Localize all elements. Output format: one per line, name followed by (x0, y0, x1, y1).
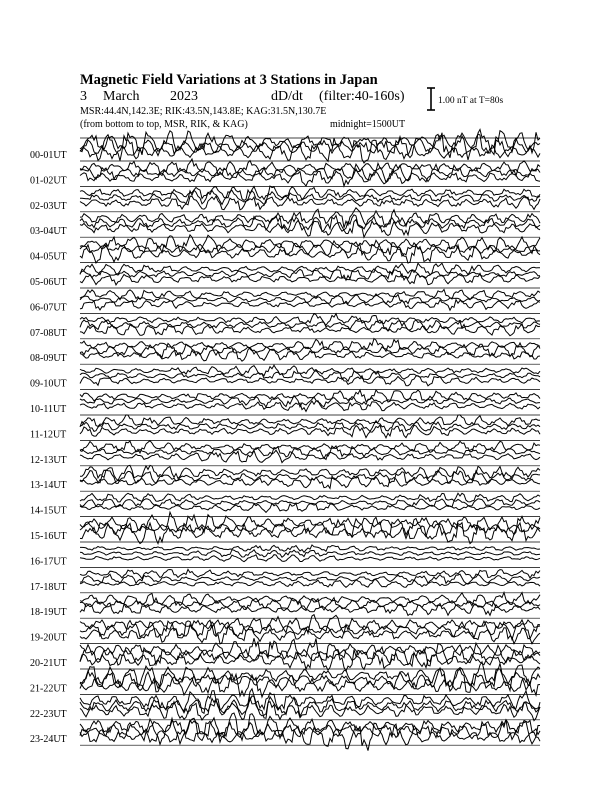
chart-title: Magnetic Field Variations at 3 Stations in Japan (80, 72, 378, 88)
hour-label: 05-06UT (30, 277, 67, 288)
trace-msr (80, 555, 540, 562)
hour-row (30, 689, 540, 721)
trace-msr (80, 220, 540, 238)
hour-label: 07-08UT (30, 327, 67, 339)
trace-kag (80, 208, 540, 228)
quantity-label: dD/dt (271, 89, 303, 104)
hour-label: 08-09UT (30, 353, 67, 365)
hour-row (30, 339, 540, 365)
hour-row (30, 592, 540, 618)
hour-label: 06-07UT (30, 302, 67, 314)
date-day: 3 (80, 89, 87, 104)
stations-coordinates: MSR:44.4N,142.3E; RIK:43.5N,143.8E; KAG:31.5N,130.7E (80, 106, 327, 117)
hour-row (30, 130, 540, 164)
trace-kag (80, 186, 540, 200)
hour-label: 13-14UT (30, 480, 67, 492)
trace-msr (80, 401, 540, 412)
hour-row (30, 208, 540, 238)
trace-kag (80, 159, 540, 176)
hour-label: 11-12UT (30, 429, 67, 441)
hour-label: 02-03UT (30, 200, 67, 212)
hour-row (30, 159, 540, 186)
trace-rik (80, 499, 540, 508)
date-month: March (103, 89, 140, 104)
trace-kag (80, 592, 540, 606)
hour-row (30, 465, 540, 491)
hour-row (30, 713, 540, 751)
hour-label: 21-22UT (30, 683, 67, 695)
hour-label: 19-20UT (30, 632, 67, 644)
hour-row (30, 545, 540, 568)
trace-msr (80, 503, 540, 512)
hour-row (30, 638, 540, 671)
trace-kag (80, 713, 540, 740)
date-year: 2023 (170, 89, 198, 104)
hour-label: 04-05UT (30, 251, 67, 263)
hour-row (30, 186, 540, 212)
hour-row (30, 390, 540, 415)
trace-kag (80, 493, 540, 502)
hour-label: 18-19UT (30, 607, 67, 619)
hour-label: 10-11UT (30, 404, 67, 415)
trace-kag (80, 415, 540, 427)
hour-label: 01-02UT (30, 175, 67, 187)
trace-rik (80, 163, 540, 182)
trace-rik (80, 190, 540, 204)
trace-msr (80, 196, 540, 210)
hour-row (30, 365, 540, 389)
hour-row (30, 235, 540, 263)
hour-label: 23-24UT (30, 734, 67, 746)
midnight-note: midnight=1500UT (330, 119, 406, 130)
trace-msr (80, 476, 540, 489)
hour-label: 20-21UT (30, 658, 67, 669)
hour-row (30, 441, 540, 466)
hour-label: 17-18UT (30, 581, 67, 593)
hour-row (30, 493, 540, 516)
hour-label: 14-15UT (30, 505, 67, 517)
filter-label: (filter:40-160s) (319, 89, 405, 104)
hour-row (30, 569, 540, 592)
hour-label: 12-13UT (30, 454, 67, 466)
hour-label: 16-17UT (30, 556, 67, 568)
trace-msr (80, 169, 540, 186)
hour-label: 09-10UT (30, 378, 67, 390)
hour-row (30, 263, 540, 288)
hour-row (30, 615, 540, 644)
hour-label: 15-16UT (30, 531, 67, 542)
hour-label: 03-04UT (30, 226, 67, 238)
trace-msr (80, 425, 540, 438)
scale-bar (427, 88, 503, 110)
scale-label: 1.00 nT at T=80s (438, 96, 504, 106)
hour-row (30, 290, 540, 314)
trace-kag (80, 569, 540, 578)
hour-label: 22-23UT (30, 708, 67, 720)
hour-row (30, 314, 540, 339)
hour-label: 00-01UT (30, 150, 67, 161)
hour-row (30, 415, 540, 441)
hour-row (30, 662, 540, 697)
hour-rows (30, 130, 540, 751)
station-order-note: (from bottom to top, MSR, RIK, & KAG) (80, 119, 248, 130)
